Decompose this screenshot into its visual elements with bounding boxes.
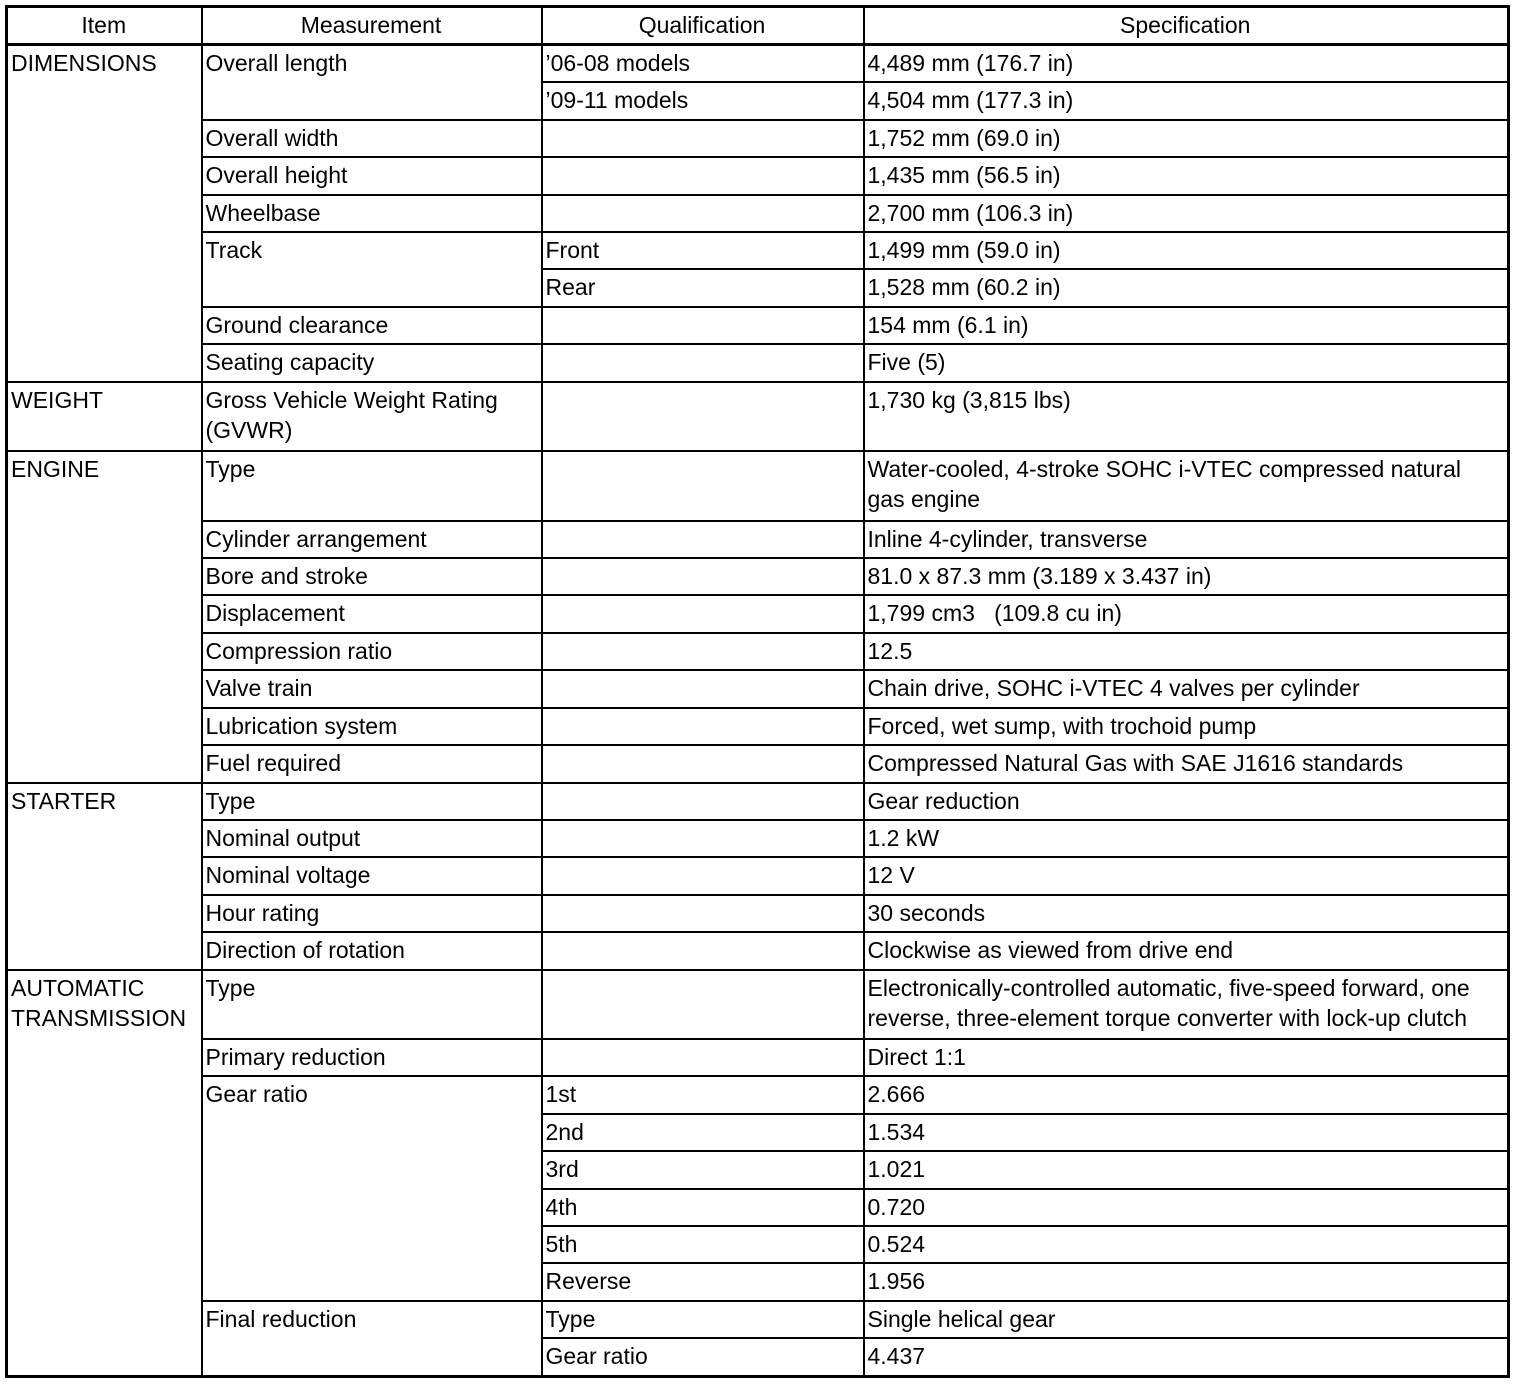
- measurement-cell: Fuel required: [202, 745, 542, 782]
- specification-cell: 0.524: [864, 1226, 1509, 1263]
- specifications-table: [5, 5, 1510, 1378]
- table-row: [7, 1039, 1509, 1076]
- table-row: [7, 970, 1509, 1039]
- specification-cell: Direct 1:1: [864, 1039, 1509, 1076]
- measurement-cell: Compression ratio: [202, 633, 542, 670]
- qualification-cell: [542, 521, 864, 558]
- measurement-cell: Direction of rotation: [202, 932, 542, 969]
- measurement-cell: Overall width: [202, 120, 542, 157]
- table-row: [7, 344, 1509, 381]
- header-measurement: Measurement: [202, 7, 542, 45]
- measurement-cell: Track: [202, 232, 542, 307]
- table-row: [7, 820, 1509, 857]
- measurement-cell: Hour rating: [202, 895, 542, 932]
- qualification-cell: [542, 970, 864, 1039]
- specification-cell: 154 mm (6.1 in): [864, 307, 1509, 344]
- specification-cell: 1.534: [864, 1114, 1509, 1151]
- table-row: [7, 1076, 1509, 1113]
- table-row: [7, 120, 1509, 157]
- table-row: [7, 232, 1509, 269]
- qualification-cell: Front: [542, 232, 864, 269]
- table-row: [7, 895, 1509, 932]
- specification-cell: Water-cooled, 4-stroke SOHC i-VTEC compressed natural gas engine: [864, 451, 1509, 520]
- table-row: [7, 783, 1509, 820]
- measurement-cell: Overall length: [202, 45, 542, 120]
- qualification-cell: [542, 558, 864, 595]
- qualification-cell: [542, 857, 864, 894]
- specification-cell: 1,435 mm (56.5 in): [864, 157, 1509, 194]
- measurement-cell: Gross Vehicle Weight Rating (GVWR): [202, 382, 542, 451]
- table-row: [7, 708, 1509, 745]
- qualification-cell: 4th: [542, 1189, 864, 1226]
- specification-cell: 1,799 cm3 (109.8 cu in): [864, 595, 1509, 632]
- table-row: [7, 558, 1509, 595]
- qualification-cell: 2nd: [542, 1114, 864, 1151]
- specification-cell: 0.720: [864, 1189, 1509, 1226]
- specification-cell: Compressed Natural Gas with SAE J1616 standards: [864, 745, 1509, 782]
- specification-cell: 12 V: [864, 857, 1509, 894]
- qualification-cell: [542, 344, 864, 381]
- specification-cell: 1.2 kW: [864, 820, 1509, 857]
- measurement-cell: Lubrication system: [202, 708, 542, 745]
- specification-cell: Electronically-controlled automatic, five-speed forward, one reverse, three-element torque converter with lock-up clutch: [864, 970, 1509, 1039]
- qualification-cell: [542, 157, 864, 194]
- qualification-cell: [542, 745, 864, 782]
- specification-cell: 12.5: [864, 633, 1509, 670]
- qualification-cell: [542, 895, 864, 932]
- measurement-cell: Overall height: [202, 157, 542, 194]
- table-row: [7, 382, 1509, 451]
- table-row: [7, 932, 1509, 969]
- table-row: [7, 595, 1509, 632]
- measurement-cell: Bore and stroke: [202, 558, 542, 595]
- specification-cell: 2.666: [864, 1076, 1509, 1113]
- table-row: [7, 857, 1509, 894]
- section-dimensions: DIMENSIONS: [7, 45, 202, 382]
- measurement-cell: Type: [202, 451, 542, 520]
- qualification-cell: [542, 451, 864, 520]
- table-row: [7, 633, 1509, 670]
- qualification-cell: 3rd: [542, 1151, 864, 1188]
- header-row: [7, 7, 1509, 45]
- qualification-cell: [542, 595, 864, 632]
- qualification-cell: ’06-08 models: [542, 45, 864, 83]
- measurement-cell: Final reduction: [202, 1301, 542, 1377]
- qualification-cell: 1st: [542, 1076, 864, 1113]
- table-row: [7, 1301, 1509, 1338]
- measurement-cell: Nominal output: [202, 820, 542, 857]
- qualification-cell: ’09-11 models: [542, 82, 864, 119]
- measurement-cell: Cylinder arrangement: [202, 521, 542, 558]
- qualification-cell: [542, 708, 864, 745]
- specification-cell: Forced, wet sump, with trochoid pump: [864, 708, 1509, 745]
- specification-cell: 1.956: [864, 1263, 1509, 1300]
- table-row: [7, 451, 1509, 520]
- measurement-cell: Displacement: [202, 595, 542, 632]
- specification-cell: 1,499 mm (59.0 in): [864, 232, 1509, 269]
- specification-cell: 30 seconds: [864, 895, 1509, 932]
- section-automatic-transmission: AUTOMATIC TRANSMISSION: [7, 970, 202, 1377]
- specification-cell: Clockwise as viewed from drive end: [864, 932, 1509, 969]
- specification-cell: Gear reduction: [864, 783, 1509, 820]
- header-item: Item: [7, 7, 202, 45]
- qualification-cell: [542, 670, 864, 707]
- qualification-cell: [542, 120, 864, 157]
- specification-cell: 1,528 mm (60.2 in): [864, 269, 1509, 306]
- specification-cell: Five (5): [864, 344, 1509, 381]
- qualification-cell: [542, 783, 864, 820]
- qualification-cell: [542, 382, 864, 451]
- specification-cell: 2,700 mm (106.3 in): [864, 195, 1509, 232]
- qualification-cell: [542, 195, 864, 232]
- measurement-cell: Wheelbase: [202, 195, 542, 232]
- measurement-cell: Type: [202, 970, 542, 1039]
- specification-cell: 81.0 x 87.3 mm (3.189 x 3.437 in): [864, 558, 1509, 595]
- measurement-cell: Nominal voltage: [202, 857, 542, 894]
- table-row: [7, 670, 1509, 707]
- specification-cell: Inline 4-cylinder, transverse: [864, 521, 1509, 558]
- specification-cell: 1,730 kg (3,815 lbs): [864, 382, 1509, 451]
- table-row: [7, 307, 1509, 344]
- measurement-cell: Gear ratio: [202, 1076, 542, 1300]
- measurement-cell: Seating capacity: [202, 344, 542, 381]
- table-row: [7, 195, 1509, 232]
- specification-cell: Single helical gear: [864, 1301, 1509, 1338]
- table-row: [7, 521, 1509, 558]
- qualification-cell: Type: [542, 1301, 864, 1338]
- header-qualification: Qualification: [542, 7, 864, 45]
- measurement-cell: Primary reduction: [202, 1039, 542, 1076]
- measurement-cell: Valve train: [202, 670, 542, 707]
- header-specification: Specification: [864, 7, 1509, 45]
- specification-cell: 4.437: [864, 1338, 1509, 1376]
- qualification-cell: [542, 1039, 864, 1076]
- specification-cell: 4,489 mm (176.7 in): [864, 45, 1509, 83]
- qualification-cell: [542, 932, 864, 969]
- table-row: [7, 45, 1509, 83]
- measurement-cell: Ground clearance: [202, 307, 542, 344]
- section-starter: STARTER: [7, 783, 202, 970]
- table-row: [7, 745, 1509, 782]
- qualification-cell: 5th: [542, 1226, 864, 1263]
- specification-cell: 1.021: [864, 1151, 1509, 1188]
- qualification-cell: Reverse: [542, 1263, 864, 1300]
- specification-cell: Chain drive, SOHC i-VTEC 4 valves per cylinder: [864, 670, 1509, 707]
- qualification-cell: [542, 633, 864, 670]
- specification-cell: 1,752 mm (69.0 in): [864, 120, 1509, 157]
- section-engine: ENGINE: [7, 451, 202, 782]
- qualification-cell: [542, 820, 864, 857]
- qualification-cell: Rear: [542, 269, 864, 306]
- section-weight: WEIGHT: [7, 382, 202, 451]
- qualification-cell: Gear ratio: [542, 1338, 864, 1376]
- table-row: [7, 157, 1509, 194]
- qualification-cell: [542, 307, 864, 344]
- specification-cell: 4,504 mm (177.3 in): [864, 82, 1509, 119]
- measurement-cell: Type: [202, 783, 542, 820]
